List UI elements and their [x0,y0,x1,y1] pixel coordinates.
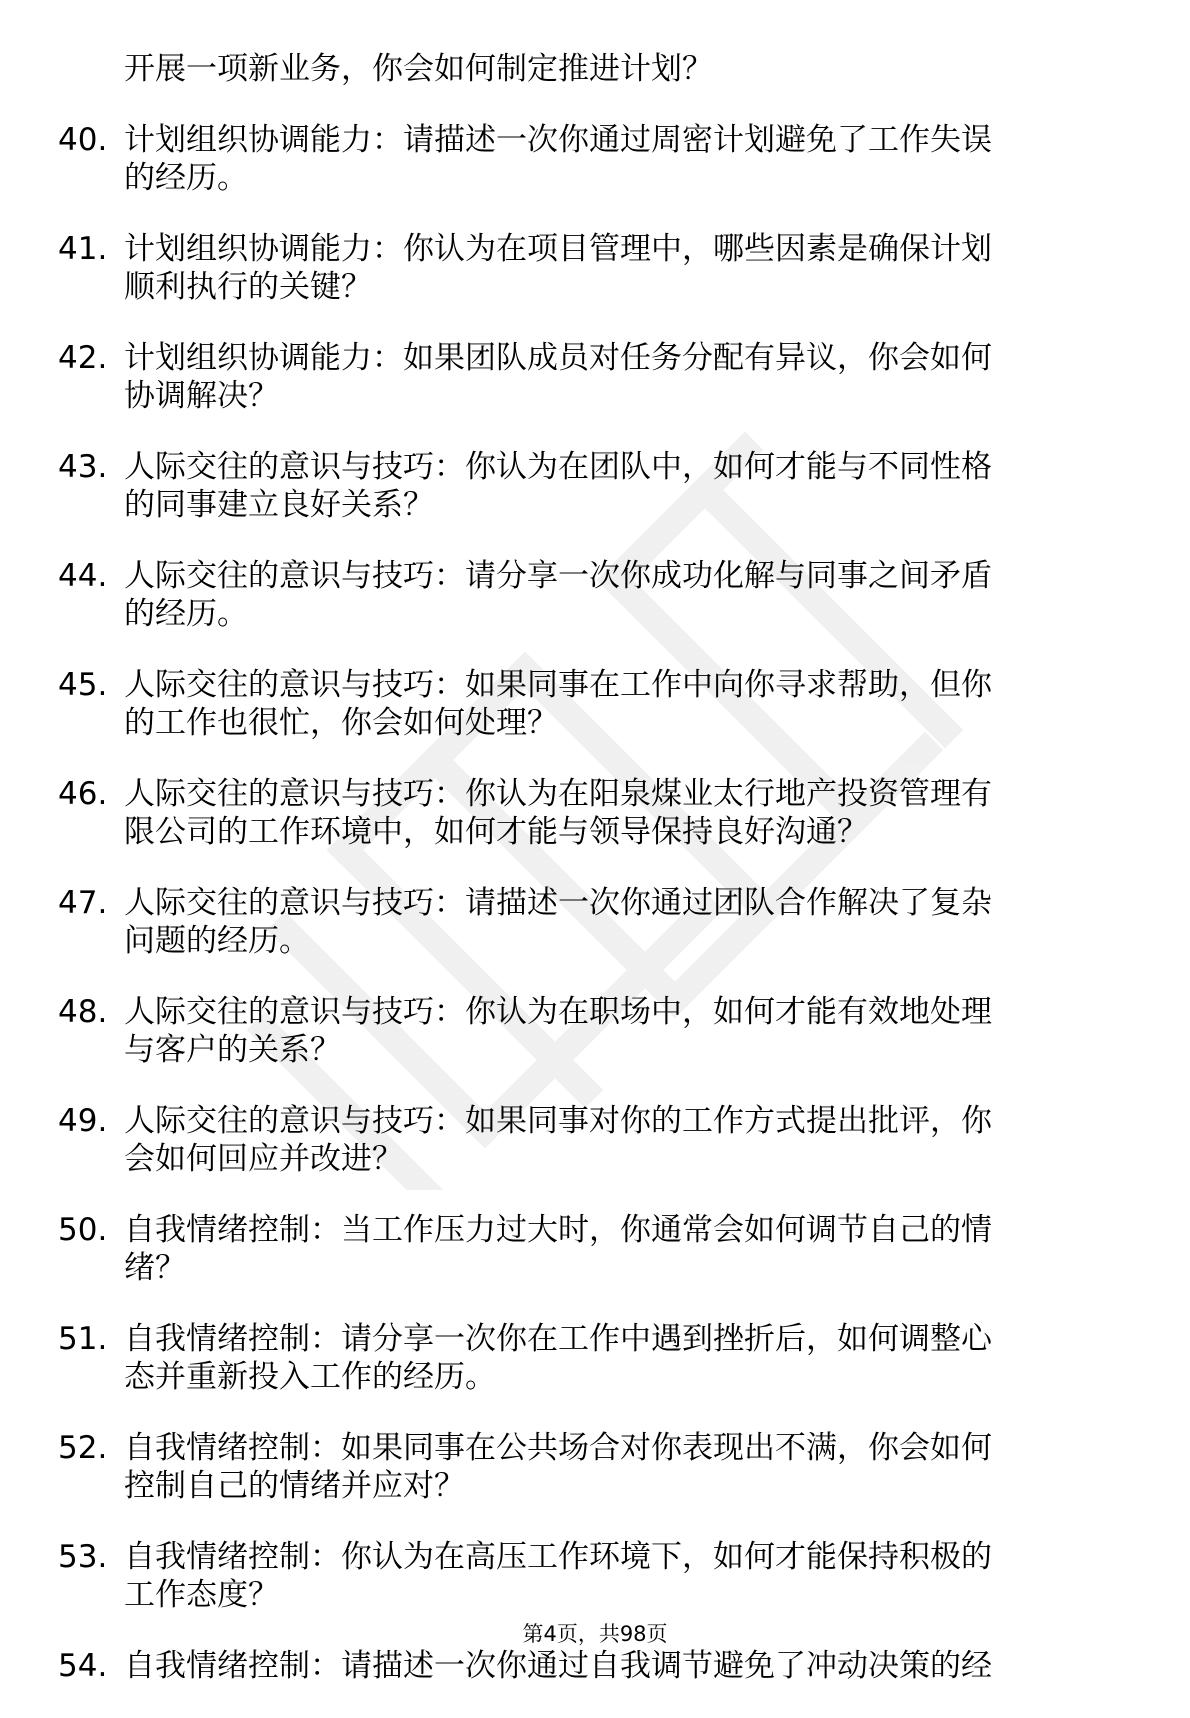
question-line: 人际交往的意识与技巧：如果同事在工作中向你寻求帮助，但你 [124,667,992,703]
question-line: 自我情绪控制：你认为在高压工作环境下，如何才能保持积极的 [124,1539,992,1575]
question-line: 的经历。 [124,596,248,632]
question-text [124,993,1118,1069]
question-line: 自我情绪控制：请描述一次你通过自我调节避免了冲动决策的经 [124,1648,992,1684]
question-text [124,666,1118,742]
question-text [124,1647,1118,1685]
question-item-51 [58,1320,1118,1396]
question-line: 自我情绪控制：如果同事在公共场合对你表现出不满，你会如何 [124,1430,992,1466]
question-number: 41. [58,231,108,267]
question-line: 的工作也很忙，你会如何处理？ [124,705,558,741]
question-line: 的同事建立良好关系？ [124,487,434,523]
question-text [124,557,1118,633]
question-number: 46. [58,776,108,812]
page-number-footer: 第4页，共98页 [522,1622,668,1646]
question-item-43 [58,448,1118,524]
question-text [124,1211,1118,1287]
question-number: 50. [58,1212,108,1248]
question-text [124,1429,1118,1505]
question-item-42 [58,339,1118,415]
question-number: 43. [58,449,108,485]
question-number: 44. [58,558,108,594]
question-line: 计划组织协调能力：你认为在项目管理中，哪些因素是确保计划 [124,231,992,267]
question-line: 限公司的工作环境中，如何才能与领导保持良好沟通？ [124,814,868,850]
question-number: 54. [58,1648,108,1684]
question-number: 48. [58,994,108,1030]
question-line: 人际交往的意识与技巧：你认为在职场中，如何才能有效地处理 [124,994,992,1030]
question-line: 人际交往的意识与技巧：如果同事对你的工作方式提出批评，你 [124,1103,992,1139]
question-item-44 [58,557,1118,633]
question-line: 工作态度？ [124,1577,279,1613]
question-line: 与客户的关系？ [124,1032,341,1068]
question-number: 53. [58,1539,108,1575]
question-number: 52. [58,1430,108,1466]
question-item-52 [58,1429,1118,1505]
question-line: 问题的经历。 [124,923,310,959]
question-line: 人际交往的意识与技巧：请分享一次你成功化解与同事之间矛盾 [124,558,992,594]
question-number: 42. [58,340,108,376]
continued-question-text: 开展一项新业务，你会如何制定推进计划？ [124,51,713,87]
question-text [124,1102,1118,1178]
question-item-40 [58,121,1118,197]
question-line: 自我情绪控制：请分享一次你在工作中遇到挫折后，如何调整心 [124,1321,992,1357]
question-text [124,1320,1118,1396]
question-item-48 [58,993,1118,1069]
question-line: 的经历。 [124,160,248,196]
question-line: 人际交往的意识与技巧：请描述一次你通过团队合作解决了复杂 [124,885,992,921]
question-item-41 [58,230,1118,306]
question-line: 顺利执行的关键？ [124,269,372,305]
question-number: 40. [58,122,108,158]
question-line: 计划组织协调能力：请描述一次你通过周密计划避免了工作失误 [124,122,992,158]
question-line: 会如何回应并改进？ [124,1141,403,1177]
question-text [124,1538,1118,1614]
question-line: 态并重新投入工作的经历。 [124,1359,496,1395]
question-number: 49. [58,1103,108,1139]
question-number: 51. [58,1321,108,1357]
question-text [124,230,1118,306]
question-line: 控制自己的情绪并应对？ [124,1468,465,1504]
question-item-53 [58,1538,1118,1614]
question-number: 45. [58,667,108,703]
question-number: 47. [58,885,108,921]
question-item-47 [58,884,1118,960]
question-line: 协调解决？ [124,378,279,414]
question-line: 计划组织协调能力：如果团队成员对任务分配有异议，你会如何 [124,340,992,376]
question-text [124,121,1118,197]
question-line: 绪？ [124,1250,186,1286]
question-line: 人际交往的意识与技巧：你认为在阳泉煤业太行地产投资管理有 [124,776,992,812]
question-item-49 [58,1102,1118,1178]
question-item-46 [58,775,1118,851]
question-text [124,884,1118,960]
question-text [124,339,1118,415]
question-list [58,50,1118,1718]
question-text [124,448,1118,524]
question-item-45 [58,666,1118,742]
question-text [124,775,1118,851]
question-item-50 [58,1211,1118,1287]
question-line: 自我情绪控制：当工作压力过大时，你通常会如何调节自己的情 [124,1212,992,1248]
question-item-54 [58,1647,1118,1685]
question-line: 人际交往的意识与技巧：你认为在团队中，如何才能与不同性格 [124,449,992,485]
